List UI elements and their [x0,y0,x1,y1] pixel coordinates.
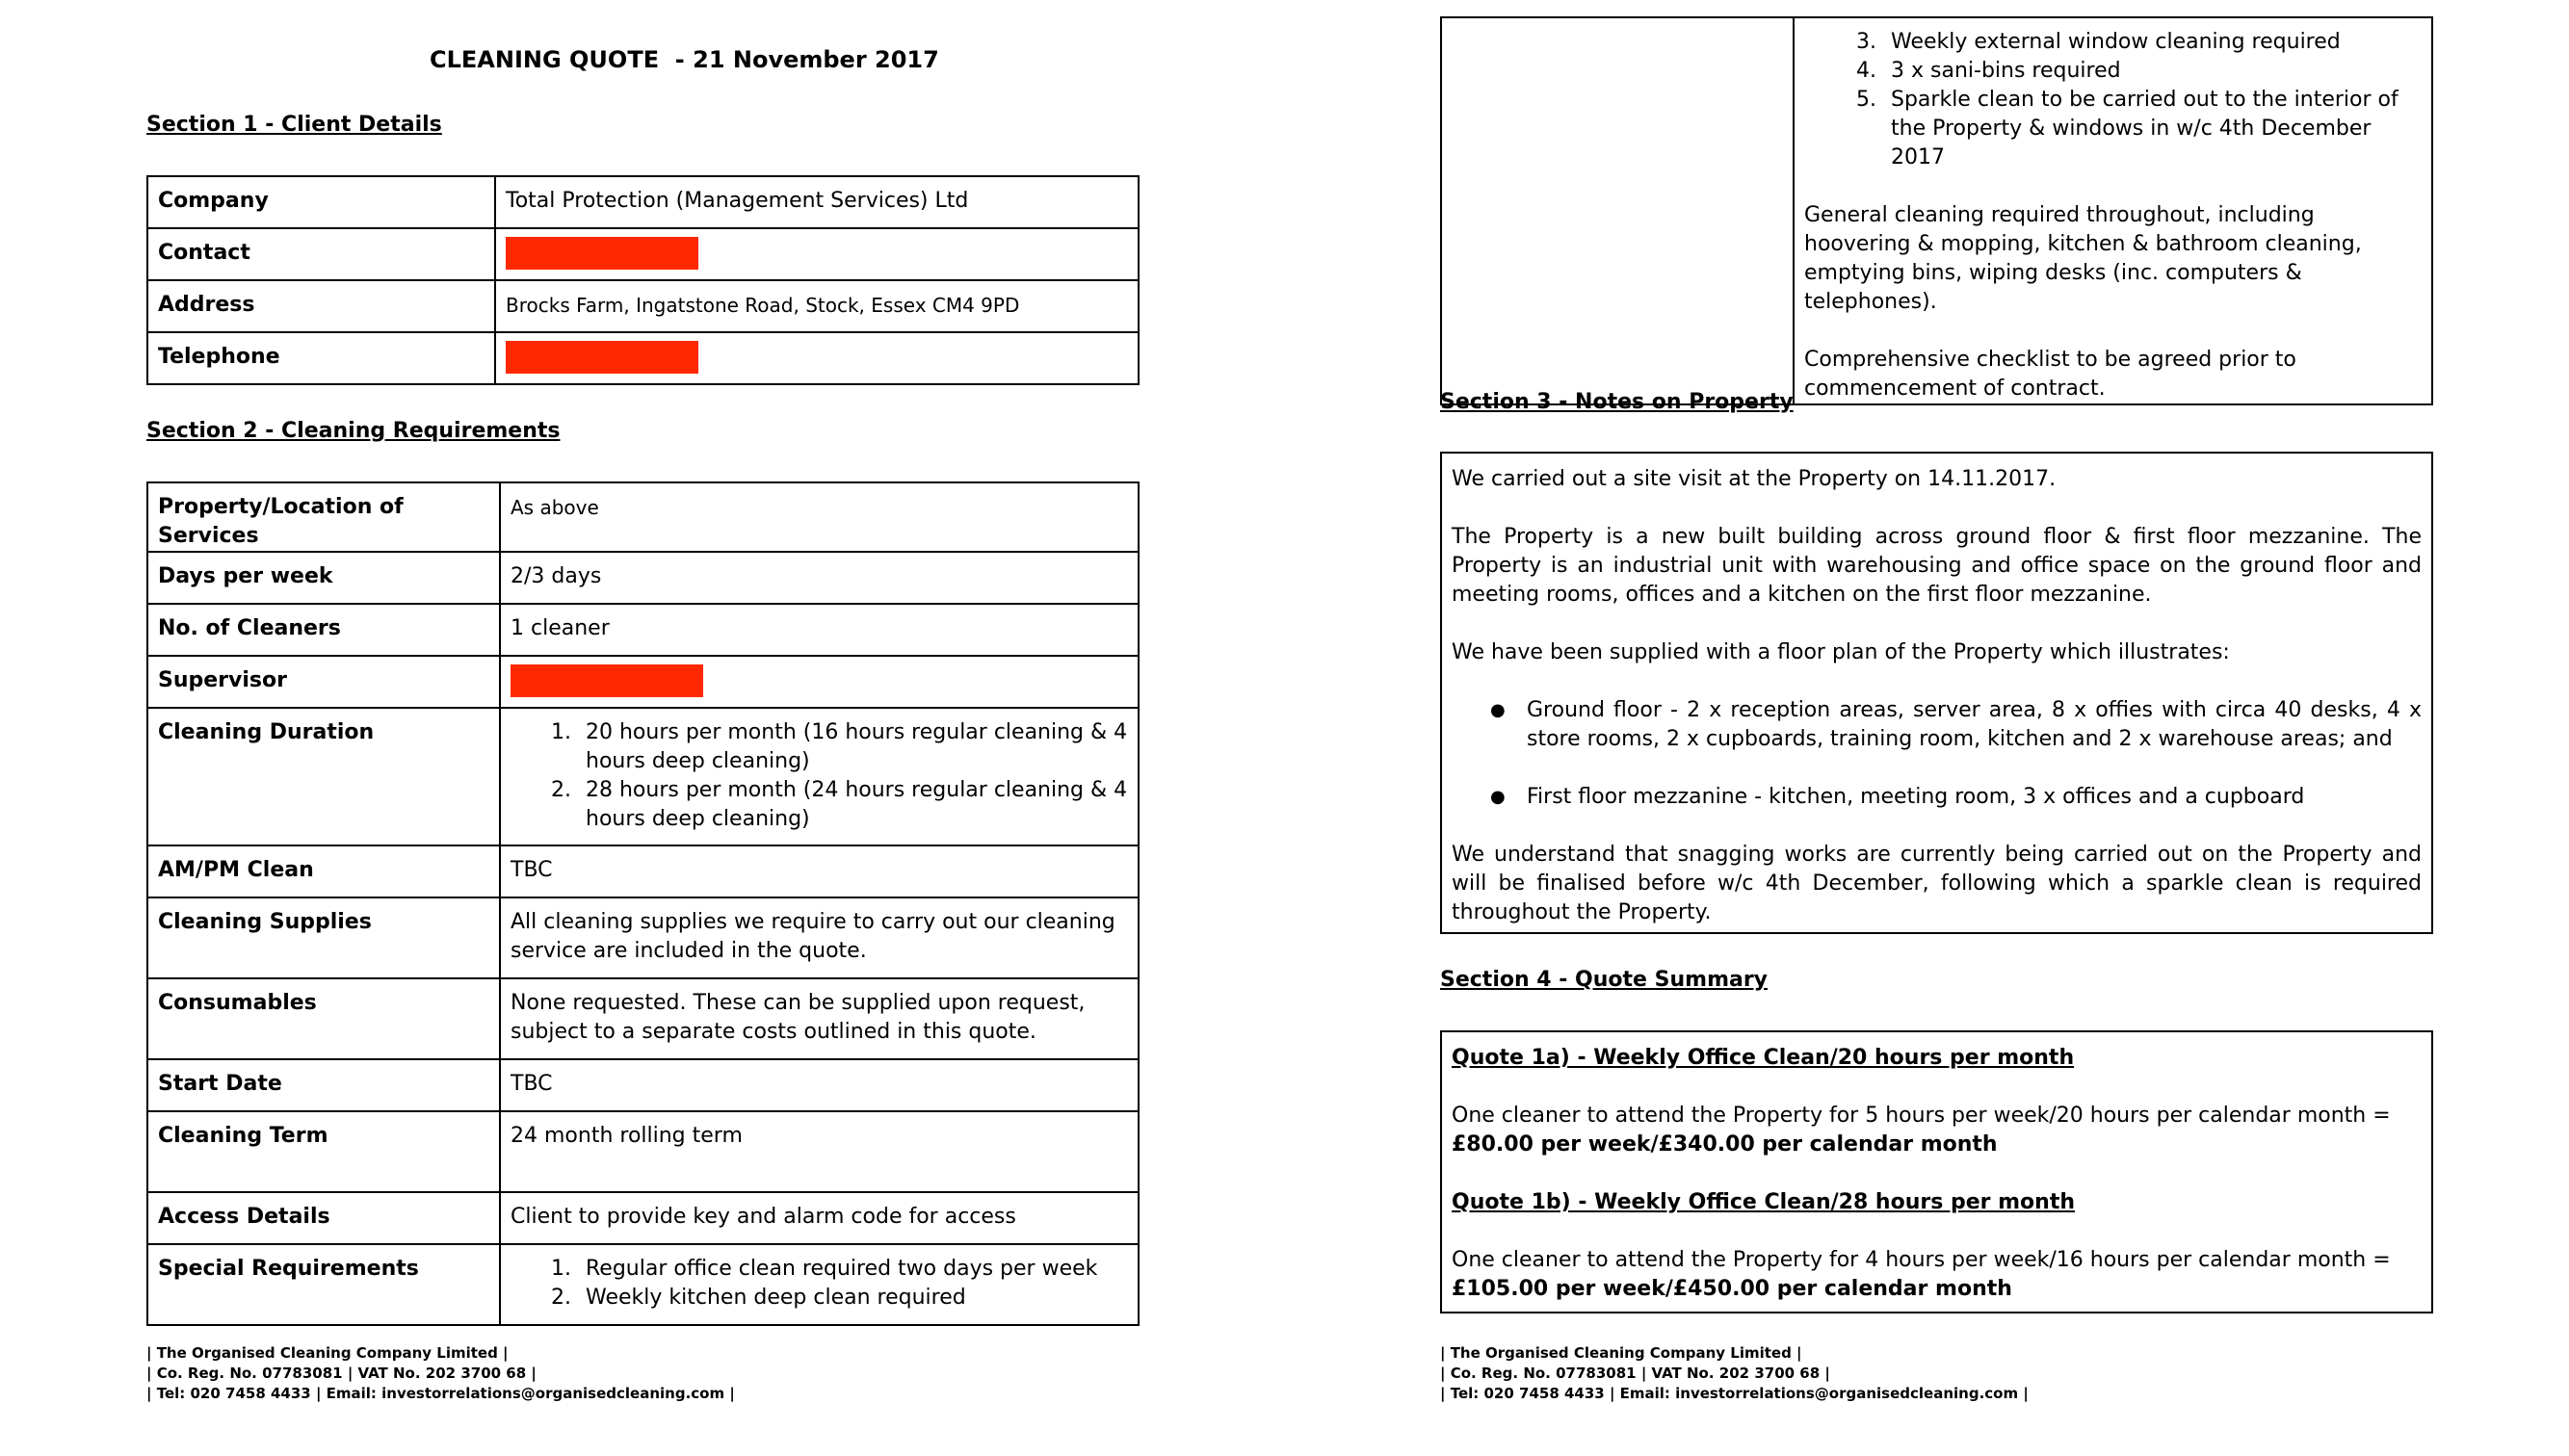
section-2-heading: Section 2 - Cleaning Requirements [146,419,561,443]
start-date-label: Start Date [147,1059,500,1111]
list-item: ● Ground floor - 2 x reception areas, server area, 8 x offies with circa 40 desks, 4 x store rooms, 2 x cupboards, training room, kitchen and 2 x warehouse areas; and [1527,696,2422,754]
table-row [147,1244,1139,1325]
contact-value [495,228,1139,280]
section-1-heading: Section 1 - Client Details [146,113,442,137]
table-row [147,1059,1139,1111]
footer [1440,1343,2029,1404]
table-row [147,845,1139,897]
special-requirements-continued-table [1440,16,2433,405]
table-row [147,332,1139,384]
footer [146,1343,735,1404]
table-row [147,176,1139,228]
footer-contact: | Tel: 020 7458 4433 | Email: investorrelations@organisedcleaning.com | [1440,1385,2029,1402]
company-label: Company [147,176,495,228]
days-label: Days per week [147,552,500,604]
quote-summary-box [1440,1030,2433,1313]
access-value: Client to provide key and alarm code for access [500,1192,1139,1244]
contact-label: Contact [147,228,495,280]
page-2 [1284,0,2569,1456]
footer-company: | The Organised Cleaning Company Limited | [146,1344,509,1362]
snagging-paragraph: We understand that snagging works are currently being carried out on the Property and will be finalised before w/c 4th December, following which a sparkle clean is required throughout the Property. [1452,843,2422,924]
list-item: 3. Weekly external window cleaning required [1883,28,2422,57]
consumables-value: None requested. These can be supplied upon request, subject to a separate costs outlined in this quote. [500,978,1139,1059]
quote-1b-price: £105.00 per week/£450.00 per calendar month [1452,1277,2012,1301]
telephone-redaction [506,341,698,374]
footer-registration: | Co. Reg. No. 07783081 | VAT No. 202 3700 68 | [146,1365,537,1382]
footer-registration: | Co. Reg. No. 07783081 | VAT No. 202 3700 68 | [1440,1365,1830,1382]
start-date-value: TBC [500,1059,1139,1111]
special-label: Special Requirements [147,1244,500,1325]
list-item: 5. Sparkle clean to be carried out to the interior of the Property & windows in w/c 4th December 2017 [1883,86,2422,172]
quote-1b-heading: Quote 1b) - Weekly Office Clean/28 hours per month [1452,1190,2076,1214]
quote-1a-price: £80.00 per week/£340.00 per calendar month [1452,1132,1998,1157]
telephone-value [495,332,1139,384]
table-row [147,482,1139,552]
contact-redaction [506,237,698,270]
duration-value [500,708,1139,845]
ampm-value: TBC [500,845,1139,897]
table-row [147,656,1139,708]
property-value: As above [500,482,1139,552]
client-details-table [146,175,1140,385]
table-row [147,552,1139,604]
ampm-label: AM/PM Clean [147,845,500,897]
term-label: Cleaning Term [147,1111,500,1192]
table-row [147,708,1139,845]
page-1 [0,0,1284,1456]
list-item: 2. Weekly kitchen deep clean required [578,1284,1128,1313]
term-value: 24 month rolling term [500,1111,1139,1192]
consumables-label: Consumables [147,978,500,1059]
quote-1b-description: One cleaner to attend the Property for 4 hours per week/16 hours per calendar month = [1452,1248,2391,1272]
floor-plan-list [1452,696,2422,812]
floor-plan-paragraph: We have been supplied with a floor plan of the Property which illustrates: [1452,640,2230,664]
footer-contact: | Tel: 020 7458 4433 | Email: investorrelations@organisedcleaning.com | [146,1385,735,1402]
cleaners-value: 1 cleaner [500,604,1139,656]
supervisor-redaction [511,664,703,697]
quote-1a-description: One cleaner to attend the Property for 5 hours per week/20 hours per calendar month = [1452,1104,2391,1128]
table-row [147,1111,1139,1192]
table-row [1441,17,2432,404]
list-item: 4. 3 x sani-bins required [1883,57,2422,86]
address-label: Address [147,280,495,332]
supplies-label: Cleaning Supplies [147,897,500,978]
days-value: 2/3 days [500,552,1139,604]
list-item: 1. Regular office clean required two days per week [578,1255,1128,1284]
duration-label: Cleaning Duration [147,708,500,845]
site-visit-paragraph: We carried out a site visit at the Property on 14.11.2017. [1452,467,2057,491]
list-item: 1. 20 hours per month (16 hours regular cleaning & 4 hours deep cleaning) [578,718,1128,776]
supervisor-label: Supervisor [147,656,500,708]
supplies-value: All cleaning supplies we require to carry out our cleaning service are included in the quote. [500,897,1139,978]
property-label: Property/Location of Services [147,482,500,552]
notes-on-property-box [1440,452,2433,934]
telephone-label: Telephone [147,332,495,384]
table-row [147,228,1139,280]
special-continued-value [1794,17,2432,404]
special-value [500,1244,1139,1325]
table-row [147,604,1139,656]
section-3-heading: Section 3 - Notes on Property [1440,390,1794,414]
empty-label-cell [1441,17,1794,404]
address-value: Brocks Farm, Ingatstone Road, Stock, Essex CM4 9PD [495,280,1139,332]
table-row [147,897,1139,978]
special-list [511,1255,1128,1313]
document-title: CLEANING QUOTE - 21 November 2017 [430,46,939,73]
footer-company: | The Organised Cleaning Company Limited | [1440,1344,1802,1362]
special-list-continued [1804,28,2422,172]
cleaning-requirements-table [146,481,1140,1326]
access-label: Access Details [147,1192,500,1244]
special-checklist-note: Comprehensive checklist to be agreed prior to commencement of contract. [1804,348,2296,401]
list-item: 2. 28 hours per month (24 hours regular cleaning & 4 hours deep cleaning) [578,776,1128,834]
quote-1a-heading: Quote 1a) - Weekly Office Clean/20 hours per month [1452,1046,2075,1070]
table-row [147,280,1139,332]
supervisor-value [500,656,1139,708]
section-4-heading: Section 4 - Quote Summary [1440,968,1769,992]
special-general-note: General cleaning required throughout, including hoovering & mopping, kitchen & bathroom cleaning, emptying bins, wiping desks (inc. computers & telephones). [1804,203,2362,314]
table-row [147,978,1139,1059]
company-value: Total Protection (Management Services) Ltd [495,176,1139,228]
table-row [147,1192,1139,1244]
property-description-paragraph: The Property is a new built building across ground floor & first floor mezzanine. The Property is an industrial unit with warehousing and office space on the ground floor and meeting rooms, offices and a kitchen on the first floor mezzanine. [1452,525,2422,607]
duration-list [511,718,1128,834]
cleaners-label: No. of Cleaners [147,604,500,656]
list-item: ● First floor mezzanine - kitchen, meeting room, 3 x offices and a cupboard [1527,783,2422,812]
